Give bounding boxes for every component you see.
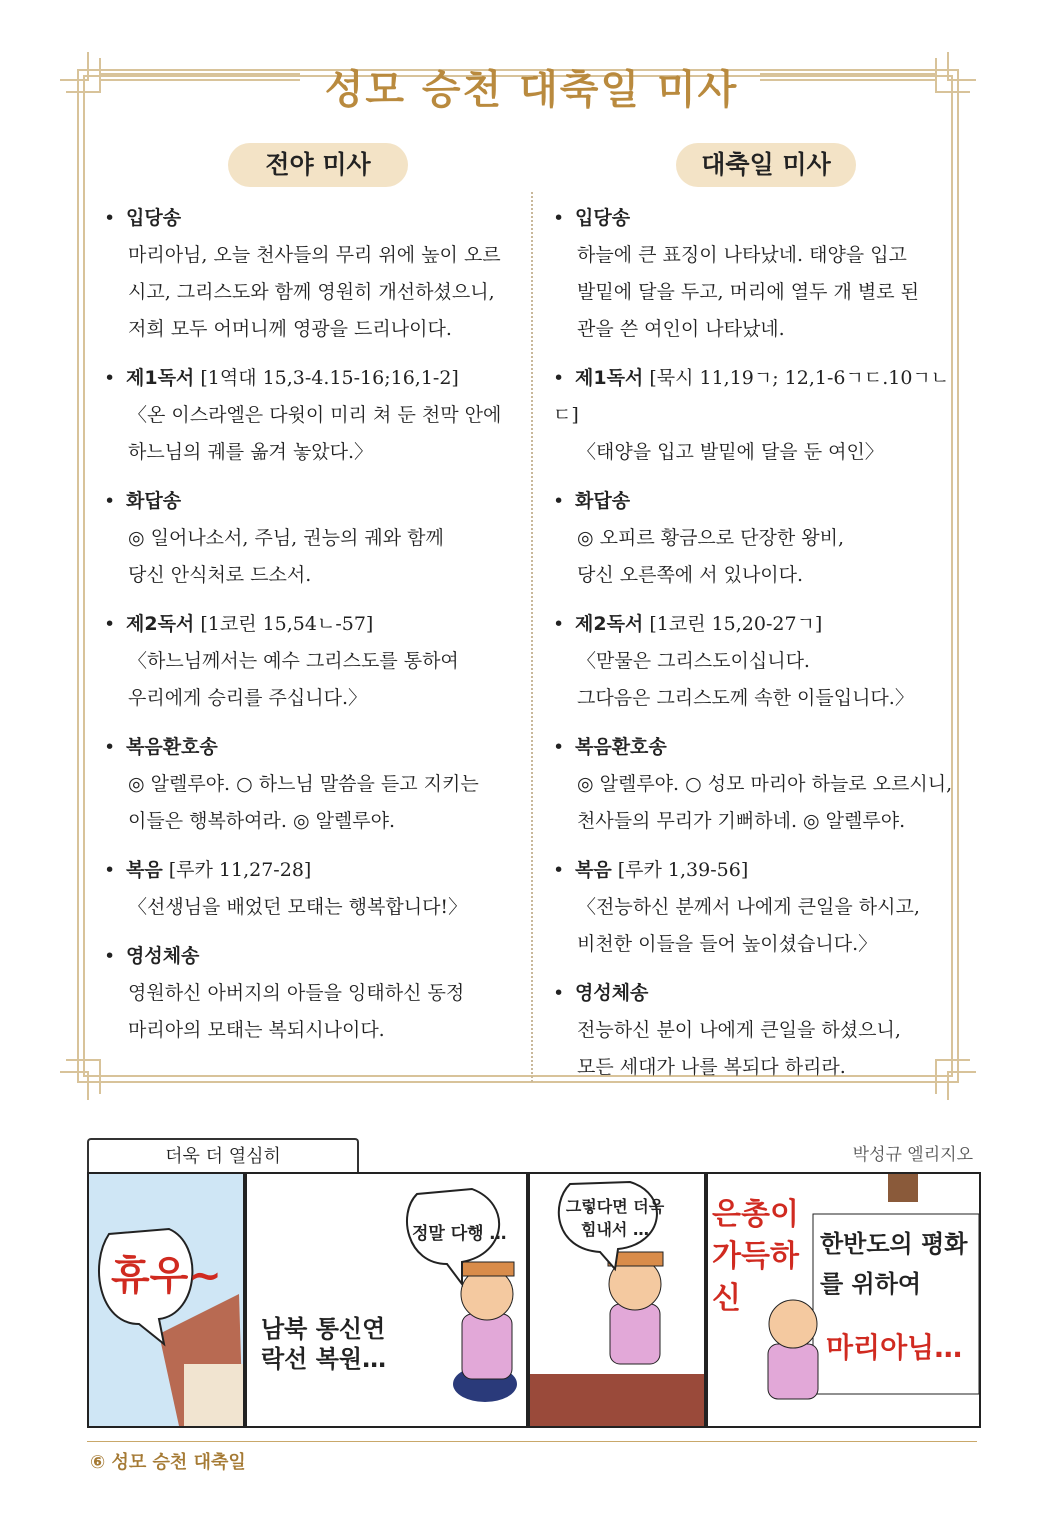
reading-text-line: 저희 모두 어머니께 영광을 드리나이다.: [128, 318, 452, 340]
reading-heading: [104, 729, 524, 766]
reading-item: [104, 606, 524, 717]
comic-panel-3-bubble: 그렇다면 더욱 힘내서 …: [565, 1197, 665, 1239]
footer-label: ⑥ 성모 승천 대축일: [90, 1452, 246, 1473]
reading-text-line: 당신 오른쪽에 서 있나이다.: [577, 564, 804, 586]
comic-panel-4-side: 은총이 가득하신: [712, 1197, 799, 1316]
reading-item: [104, 852, 524, 926]
reading-label: 영성체송: [575, 982, 649, 1004]
reading-text-line: 관을 쓴 여인이 나타났네.: [577, 318, 785, 340]
reading-text-line: ◎ 오피르 황금으로 단장한 왕비,: [577, 527, 845, 549]
comic-panel-4: [706, 1172, 981, 1428]
reading-text-line: 영원하신 아버지의 아들을 잉태하신 동정: [128, 982, 465, 1004]
reading-reference: [1역대 15,3-4.15-16;16,1-2]: [194, 367, 459, 389]
reading-label: 복음: [126, 859, 163, 881]
comic-panel-1: [87, 1172, 245, 1428]
bullet-icon: •: [104, 367, 116, 389]
reading-text-line: 하느님의 궤를 옮겨 놓았다.〉: [128, 441, 374, 463]
reading-label: 입당송: [575, 207, 631, 229]
left-column-header: 전야 미사: [228, 143, 408, 187]
reading-item: [553, 729, 973, 840]
reading-heading: [553, 852, 973, 889]
bullet-icon: •: [104, 859, 116, 881]
bullet-icon: •: [104, 613, 116, 635]
reading-text-line: 〈전능하신 분께서 나에게 큰일을 하시고,: [577, 896, 920, 918]
bullet-icon: •: [553, 736, 565, 758]
reading-label: 영성체송: [126, 945, 200, 967]
reading-text-line: 우리에게 승리를 주십니다.〉: [128, 687, 368, 709]
comic-panel-4-wall: 한반도의 평화를 위하여: [820, 1230, 968, 1298]
reading-label: 복음환호송: [575, 736, 667, 758]
comic-title-tab: 더욱 더 열심히: [87, 1138, 359, 1174]
right-column: [553, 200, 973, 1098]
reading-heading: [104, 483, 524, 520]
comic-panel-1-text: 휴우~: [111, 1253, 222, 1299]
reading-heading: [553, 975, 973, 1012]
comic-panel-4-red: 마리아님…: [826, 1331, 963, 1364]
reading-reference: [루카 1,39-56]: [611, 859, 749, 881]
reading-text-line: 〈태양을 입고 발밑에 달을 둔 여인〉: [577, 441, 884, 463]
reading-label: 복음: [575, 859, 612, 881]
reading-text-line: 〈하느님께서는 예수 그리스도를 통하여: [128, 650, 459, 672]
bullet-icon: •: [104, 945, 116, 967]
reading-heading: [104, 360, 524, 397]
footer-rule: [87, 1441, 977, 1442]
reading-heading: [104, 852, 524, 889]
bullet-icon: •: [553, 207, 565, 229]
character-relieved: [247, 1174, 526, 1426]
reading-text-line: 〈맏물은 그리스도이십니다.: [577, 650, 810, 672]
reading-item: [553, 360, 973, 471]
reading-heading: [553, 606, 973, 643]
reading-item: [553, 200, 973, 348]
reading-reference: [루카 11,27-28]: [162, 859, 312, 881]
comic-panel-2: [245, 1172, 528, 1428]
bullet-icon: •: [553, 613, 565, 635]
reading-heading: [553, 360, 973, 434]
reading-text-line: ◎ 알렐루야. ○ 성모 마리아 하늘로 오르시니,: [577, 773, 953, 795]
comic-panel-3: [528, 1172, 706, 1428]
reading-heading: [553, 483, 973, 520]
reading-item: [104, 938, 524, 1049]
bullet-icon: •: [104, 736, 116, 758]
comic-panel-2-bubble: 정말 다행 …: [412, 1224, 507, 1244]
reading-text-line: 전능하신 분이 나에게 큰일을 하셨으니,: [577, 1019, 901, 1041]
reading-item: [553, 483, 973, 594]
reading-text-line: 하늘에 큰 표징이 나타났네. 태양을 입고: [577, 244, 907, 266]
page-title: 성모 승천 대축일 미사: [324, 67, 739, 113]
reading-heading: [553, 729, 973, 766]
reading-item: [553, 975, 973, 1086]
reading-label: 복음환호송: [126, 736, 218, 758]
bullet-icon: •: [104, 490, 116, 512]
reading-text-line: 발밑에 달을 두고, 머리에 열두 개 별로 된: [577, 281, 919, 303]
reading-text-line: 마리아의 모태는 복되시나이다.: [128, 1019, 385, 1041]
reading-text-line: 천사들의 무리가 기뻐하네. ◎ 알렐루야.: [577, 810, 906, 832]
reading-item: [104, 483, 524, 594]
bullet-icon: •: [553, 859, 565, 881]
reading-label: 제1독서: [126, 367, 195, 389]
reading-reference: [1코린 15,20-27ㄱ]: [643, 613, 823, 635]
reading-item: [553, 606, 973, 717]
comic-panel-2-sign: 남북 통신연락선 복원…: [261, 1315, 387, 1373]
reading-label: 화답송: [575, 490, 631, 512]
reading-heading: [104, 200, 524, 237]
reading-reference: [1코린 15,54ㄴ-57]: [194, 613, 374, 635]
right-column-header: 대축일 미사: [676, 143, 856, 187]
reading-text-line: 이들은 행복하여라. ◎ 알렐루야.: [128, 810, 396, 832]
reading-text-line: 시고, 그리스도와 함께 영원히 개선하셨으니,: [128, 281, 495, 303]
reading-heading: [553, 200, 973, 237]
reading-item: [553, 852, 973, 963]
reading-label: 화답송: [126, 490, 182, 512]
reading-item: [104, 729, 524, 840]
bullet-icon: •: [553, 490, 565, 512]
reading-text-line: 마리아님, 오늘 천사들의 무리 위에 높이 오르: [128, 244, 501, 266]
reading-text-line: 비천한 이들을 들어 높이셨습니다.〉: [577, 933, 878, 955]
reading-heading: [104, 606, 524, 643]
reading-item: [104, 360, 524, 471]
reading-label: 제2독서: [126, 613, 195, 635]
reading-text-line: 그다음은 그리스도께 속한 이들입니다.〉: [577, 687, 914, 709]
reading-text-line: 〈선생님을 배었던 모태는 행복합니다!〉: [128, 896, 468, 918]
reading-text-line: 〈온 이스라엘은 다윗이 미리 쳐 둔 천막 안에: [128, 404, 502, 426]
left-column: [104, 200, 524, 1061]
reading-label: 제2독서: [575, 613, 644, 635]
reading-label: 제1독서: [575, 367, 644, 389]
reading-reference: [묵시 11,19ㄱ; 12,1-6ㄱㄷ.10ㄱㄴㄷ]: [553, 367, 950, 426]
bullet-icon: •: [553, 982, 565, 1004]
reading-text-line: ◎ 일어나소서, 주님, 권능의 궤와 함께: [128, 527, 444, 549]
bullet-icon: •: [104, 207, 116, 229]
reading-label: 입당송: [126, 207, 182, 229]
reading-item: [104, 200, 524, 348]
reading-text-line: 모든 세대가 나를 복되다 하리라.: [577, 1056, 846, 1078]
reading-text-line: ◎ 알렐루야. ○ 하느님 말씀을 듣고 지키는: [128, 773, 479, 795]
reading-heading: [104, 938, 524, 975]
reading-text-line: 당신 안식처로 드소서.: [128, 564, 312, 586]
column-divider: [531, 192, 534, 1082]
bullet-icon: •: [553, 367, 565, 389]
comic-author: 박성규 엘리지오: [852, 1145, 973, 1165]
